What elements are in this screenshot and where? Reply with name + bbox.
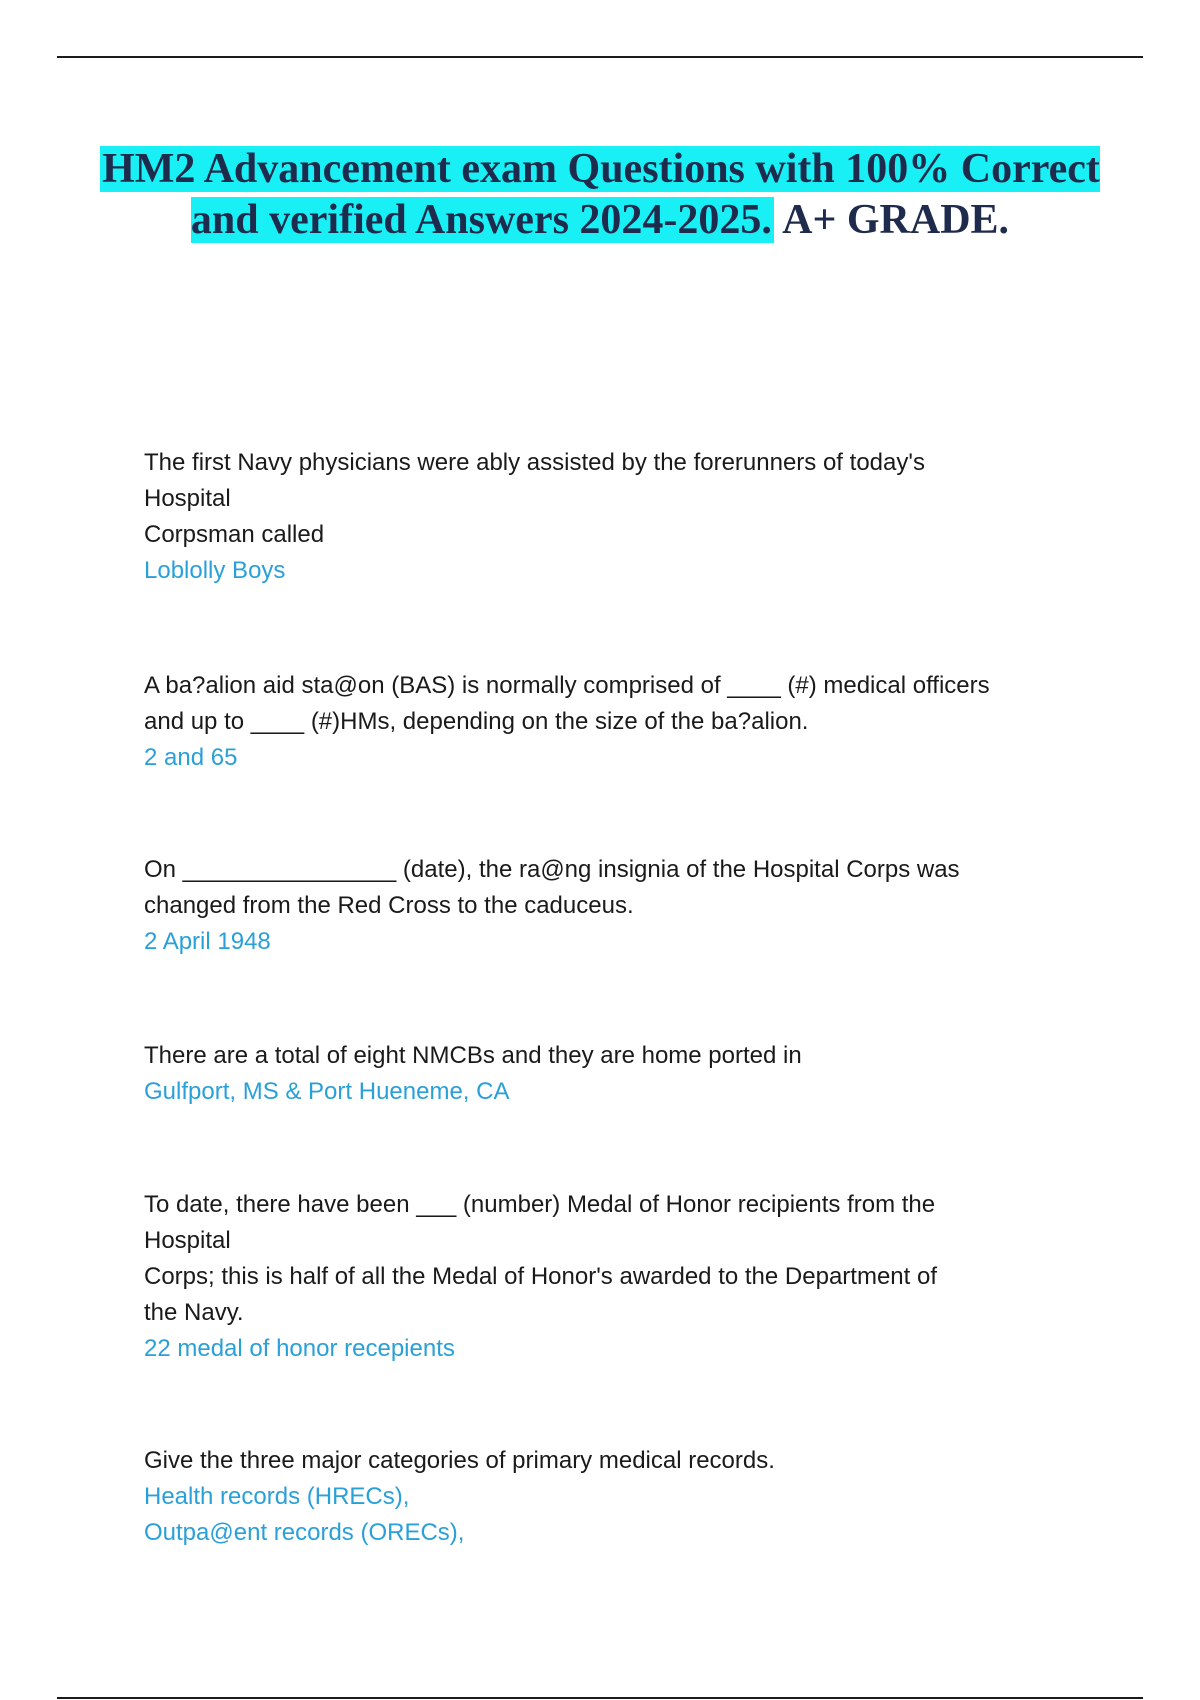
question-line: changed from the Red Cross to the caduceus. [144,892,634,919]
qa-item-5 [144,1187,1074,1367]
question-line: To date, there have been ___ (number) Medal of Honor recipients from the [144,1191,936,1218]
answer-line: Loblolly Boys [144,557,286,584]
question-line: Corps; this is half of all the Medal of Honor's awarded to the Department of [144,1263,937,1290]
question-line: the Navy. [144,1299,244,1326]
title-highlighted: HM2 Advancement exam Questions with 100% Correct and verified Answers 2024-2025. [102,146,1100,243]
question-line: On ________________ (date), the ra@ng insignia of the Hospital Corps was [144,856,960,883]
document-title [100,144,1100,246]
answer-line: 2 and 65 [144,744,238,771]
question-line: Hospital [144,485,231,512]
answer-line: 2 April 1948 [144,928,271,955]
qa-item-1 [144,445,1074,589]
question-line: Corpsman called [144,521,325,548]
answer-line: Gulfport, MS & Port Hueneme, CA [144,1078,510,1105]
qa-item-6 [144,1443,1074,1551]
qa-item-2 [144,668,1074,776]
top-rule [57,56,1143,58]
question-line: and up to ____ (#)HMs, depending on the size of the ba?alion. [144,708,809,735]
question-line: The first Navy physicians were ably assisted by the forerunners of today's [144,449,925,476]
answer-line: Health records (HRECs), [144,1483,410,1510]
answer-line: Outpa@ent records (ORECs), [144,1519,465,1546]
question-line: Hospital [144,1227,231,1254]
qa-item-4 [144,1038,1074,1110]
title-rest: A+ GRADE. [782,197,1010,243]
answer-line: 22 medal of honor recepients [144,1335,455,1362]
bottom-rule [57,1697,1143,1699]
question-line: There are a total of eight NMCBs and they are home ported in [144,1042,802,1069]
question-line: Give the three major categories of primary medical records. [144,1447,775,1474]
qa-item-3 [144,852,1074,960]
question-line: A ba?alion aid sta@on (BAS) is normally comprised of ____ (#) medical officers [144,672,990,699]
